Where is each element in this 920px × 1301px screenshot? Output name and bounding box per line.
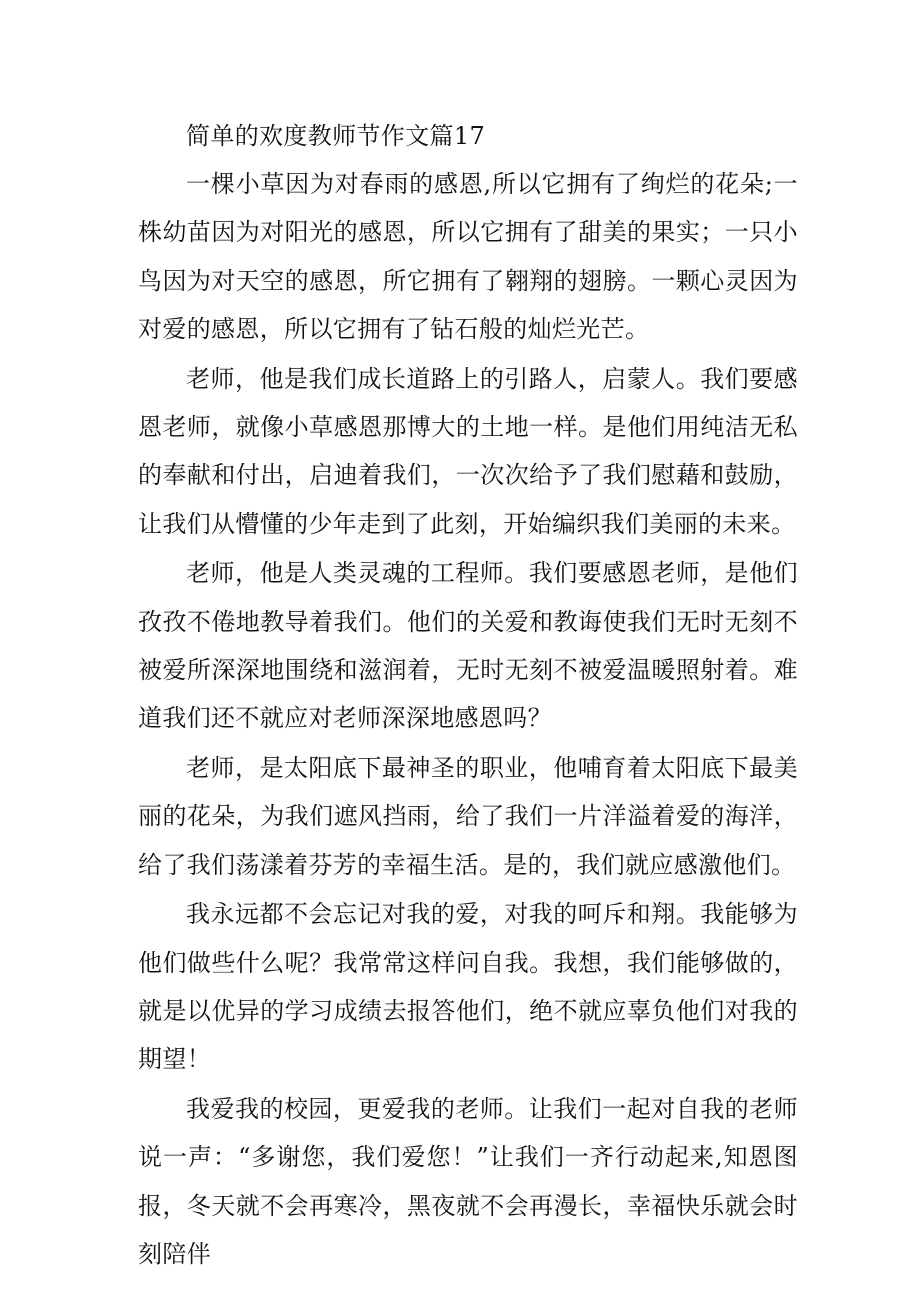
paragraph-2: 老师，他是我们成长道路上的引路人，启蒙人。我们要感恩老师，就像小草感恩那博大的土地一样。是他们用纯洁无私的奉献和付出，启迪着我们，一次次给予了我们慰藉和鼓励，让我们从懵懂的少年走到了此刻，开始编织我们美丽的未来。 — [138, 364, 798, 538]
paragraph-1: 一棵小草因为对春雨的感恩,所以它拥有了绚烂的花朵;一株幼苗因为对阳光的感恩，所以它拥有了甜美的果实；一只小鸟因为对天空的感恩，所它拥有了翱翔的翅膀。一颗心灵因为对爱的感恩，所以它拥有了钻石般的灿烂光芒。 — [138, 170, 798, 344]
paragraph-5: 我永远都不会忘记对我的爱，对我的呵斥和翔。我能够为他们做些什么呢？我常常这样问自我。我想，我们能够做的，就是以优异的学习成绩去报答他们，绝不就应辜负他们对我的期望！ — [138, 900, 798, 1074]
paragraph-6: 我爱我的校园，更爱我的老师。让我们一起对自我的老师说一声：“多谢您，我们爱您！”让我们一齐行动起来,知恩图报，冬天就不会再寒冷，黑夜就不会再漫长，幸福快乐就会时刻陪伴 — [138, 1094, 798, 1268]
paragraph-4: 老师，是太阳底下最神圣的职业，他哺育着太阳底下最美丽的花朵，为我们遮风挡雨，给了我们一片洋溢着爱的海洋，给了我们荡漾着芬芳的幸福生活。是的，我们就应感激他们。 — [138, 753, 798, 879]
paragraph-3: 老师，他是人类灵魂的工程师。我们要感恩老师，是他们孜孜不倦地教导着我们。他们的关爱和教诲使我们无时无刻不被爱所深深地围绕和滋润着，无时无刻不被爱温暖照射着。难道我们还不就应对老师深深地感恩吗？ — [138, 559, 798, 733]
document-title: 简单的欢度教师节作文篇17 — [186, 122, 486, 150]
document-page — [138, 112, 798, 1279]
